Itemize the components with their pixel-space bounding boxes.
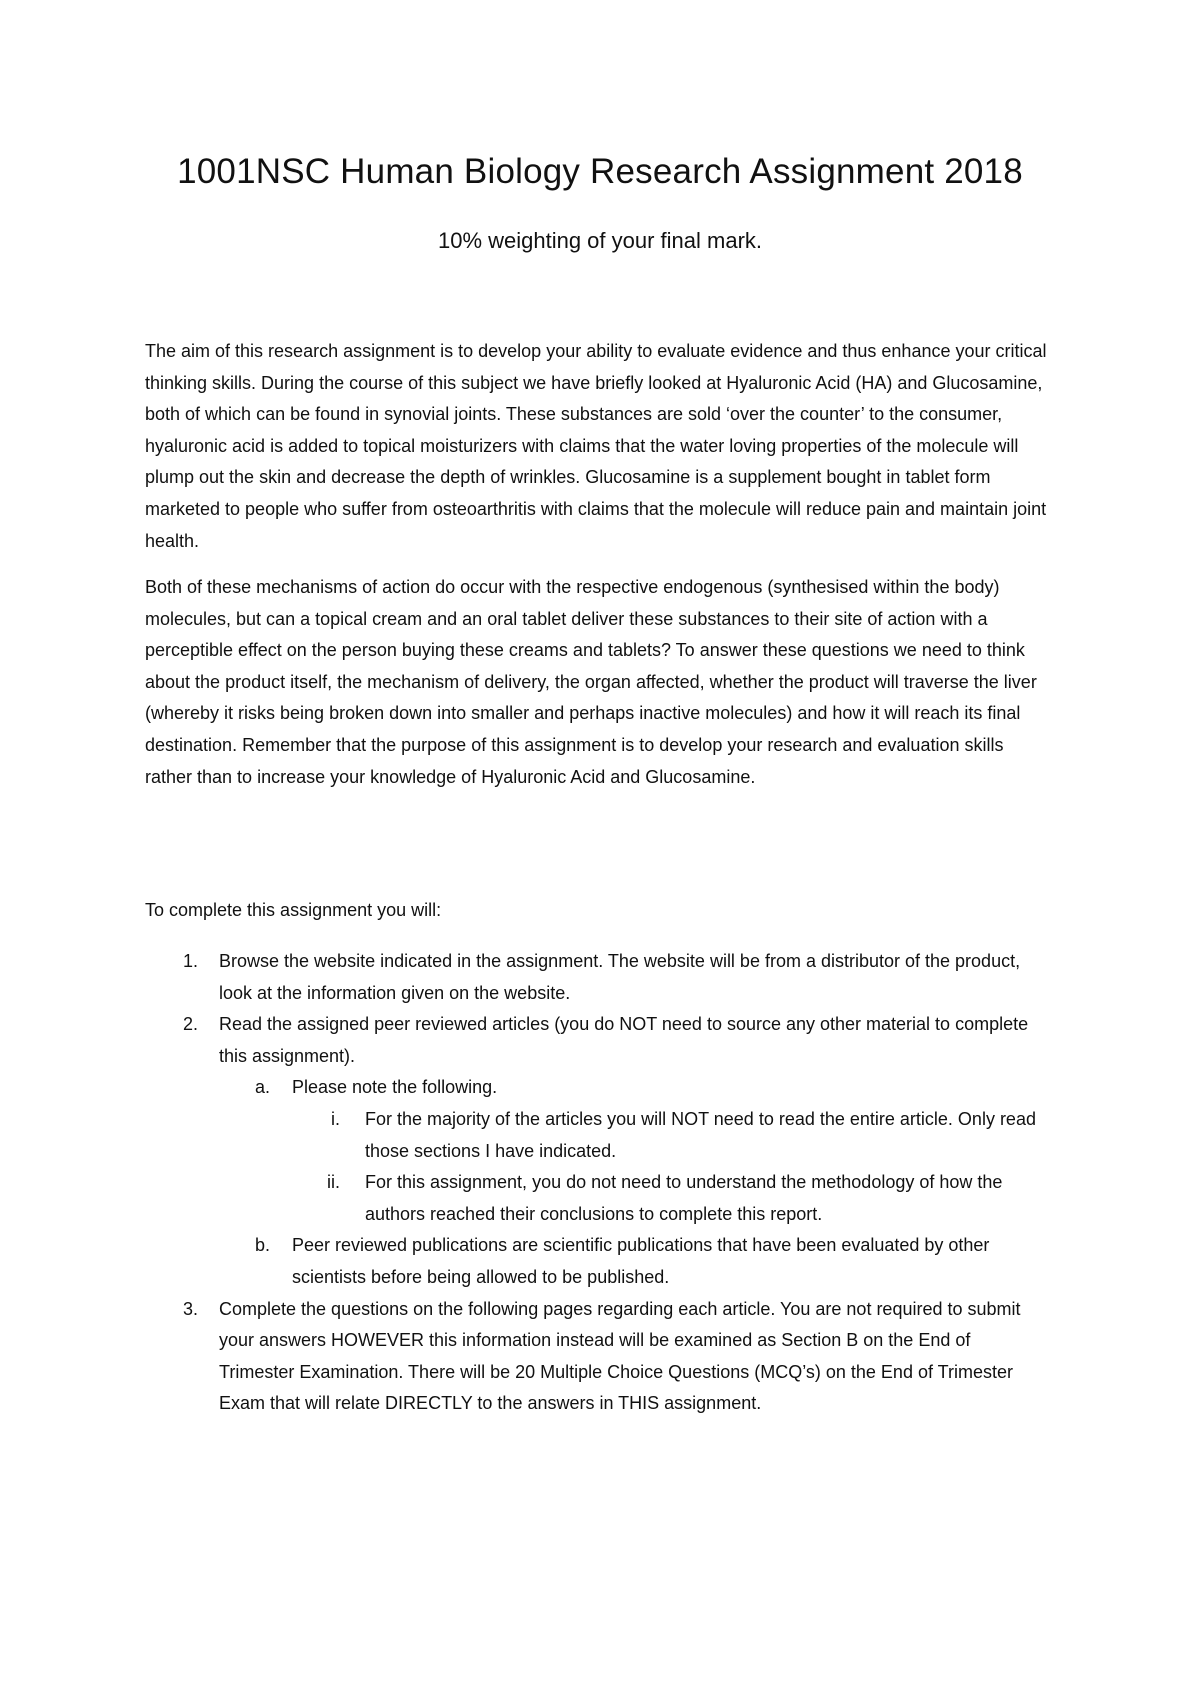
list-item	[145, 1294, 1050, 1420]
list-item	[145, 946, 1050, 1009]
roman-list-item-text: For this assignment, you do not need to understand the methodology of how the authors reached their conclusions to complete this report.	[365, 1172, 1003, 1224]
roman-list-marker: ii.	[327, 1172, 340, 1193]
instructions-list	[145, 946, 1050, 1420]
sub-list	[219, 1072, 1050, 1293]
sub-list-item-text: Please note the following.	[292, 1077, 498, 1098]
sub-list-marker: a.	[255, 1077, 271, 1098]
list-item-text: Browse the website indicated in the assignment. The website will be from a distributor of the product, look at the information given on the website.	[219, 951, 1021, 1003]
weighting-subtitle: 10% weighting of your final mark.	[437, 228, 763, 253]
sub-list-item	[219, 1072, 1050, 1230]
roman-list	[292, 1104, 1050, 1230]
list-marker: 2.	[183, 1014, 199, 1035]
list-item-text: Complete the questions on the following pages regarding each article. You are not required to submit your answers HOWEVER this information instead will be examined as Section B on the End of Trimester Examination. There will be 20 Multiple Choice Questions (MCQ’s) on the End of Trimester Exam that will relate DIRECTLY to the answers in THIS assignment.	[219, 1298, 1021, 1414]
sub-list-item	[219, 1230, 1050, 1293]
mechanism-paragraph: Both of these mechanisms of action do occur with the respective endogenous (synthesised within the body) molecules, but can a topical cream and an oral tablet deliver these substances to their site of action with a perceptible effect on the person buying these creams and tablets? To answer these questions we need to think about the product itself, the mechanism of delivery, the organ affected, whether the product will traverse the liver (whereby it risks being broken down into smaller and perhaps inactive molecules) and how it will reach its final destination. Remember that the purpose of this assignment is to develop your research and evaluation skills rather than to increase your knowledge of Hyaluronic Acid and Glucosamine.	[145, 577, 1037, 787]
list-item	[145, 1009, 1050, 1293]
sub-list-marker: b.	[255, 1235, 271, 1256]
aim-paragraph: The aim of this research assignment is to develop your ability to evaluate evidence and thus enhance your critical thinking skills. During the course of this subject we have briefly looked at Hyaluronic Acid (HA) and Glucosamine, both of which can be found in synovial joints. These substances are sold ‘over the counter’ to the consumer, hyaluronic acid is added to topical moisturizers with claims that the water loving properties of the molecule will plump out the skin and decrease the depth of wrinkles. Glucosamine is a supplement bought in tablet form marketed to people who suffer from osteoarthritis with claims that the molecule will reduce pain and maintain joint health.	[145, 341, 1047, 551]
document-title: 1001NSC Human Biology Research Assignment 2018	[177, 152, 1023, 191]
list-intro: To complete this assignment you will:	[145, 900, 442, 920]
list-marker: 3.	[183, 1298, 199, 1319]
sub-list-item-text: Peer reviewed publications are scientific publications that have been evaluated by other scientists before being allowed to be published.	[292, 1235, 990, 1287]
roman-list-item	[292, 1104, 1050, 1167]
roman-list-item-text: For the majority of the articles you will NOT need to read the entire article. Only read those sections I have indicated.	[365, 1108, 1036, 1161]
roman-list-item	[292, 1167, 1050, 1230]
roman-list-marker: i.	[331, 1108, 340, 1129]
list-marker: 1.	[183, 951, 199, 971]
list-item-text: Read the assigned peer reviewed articles (you do NOT need to source any other material to complete this assignment).	[219, 1014, 1029, 1066]
